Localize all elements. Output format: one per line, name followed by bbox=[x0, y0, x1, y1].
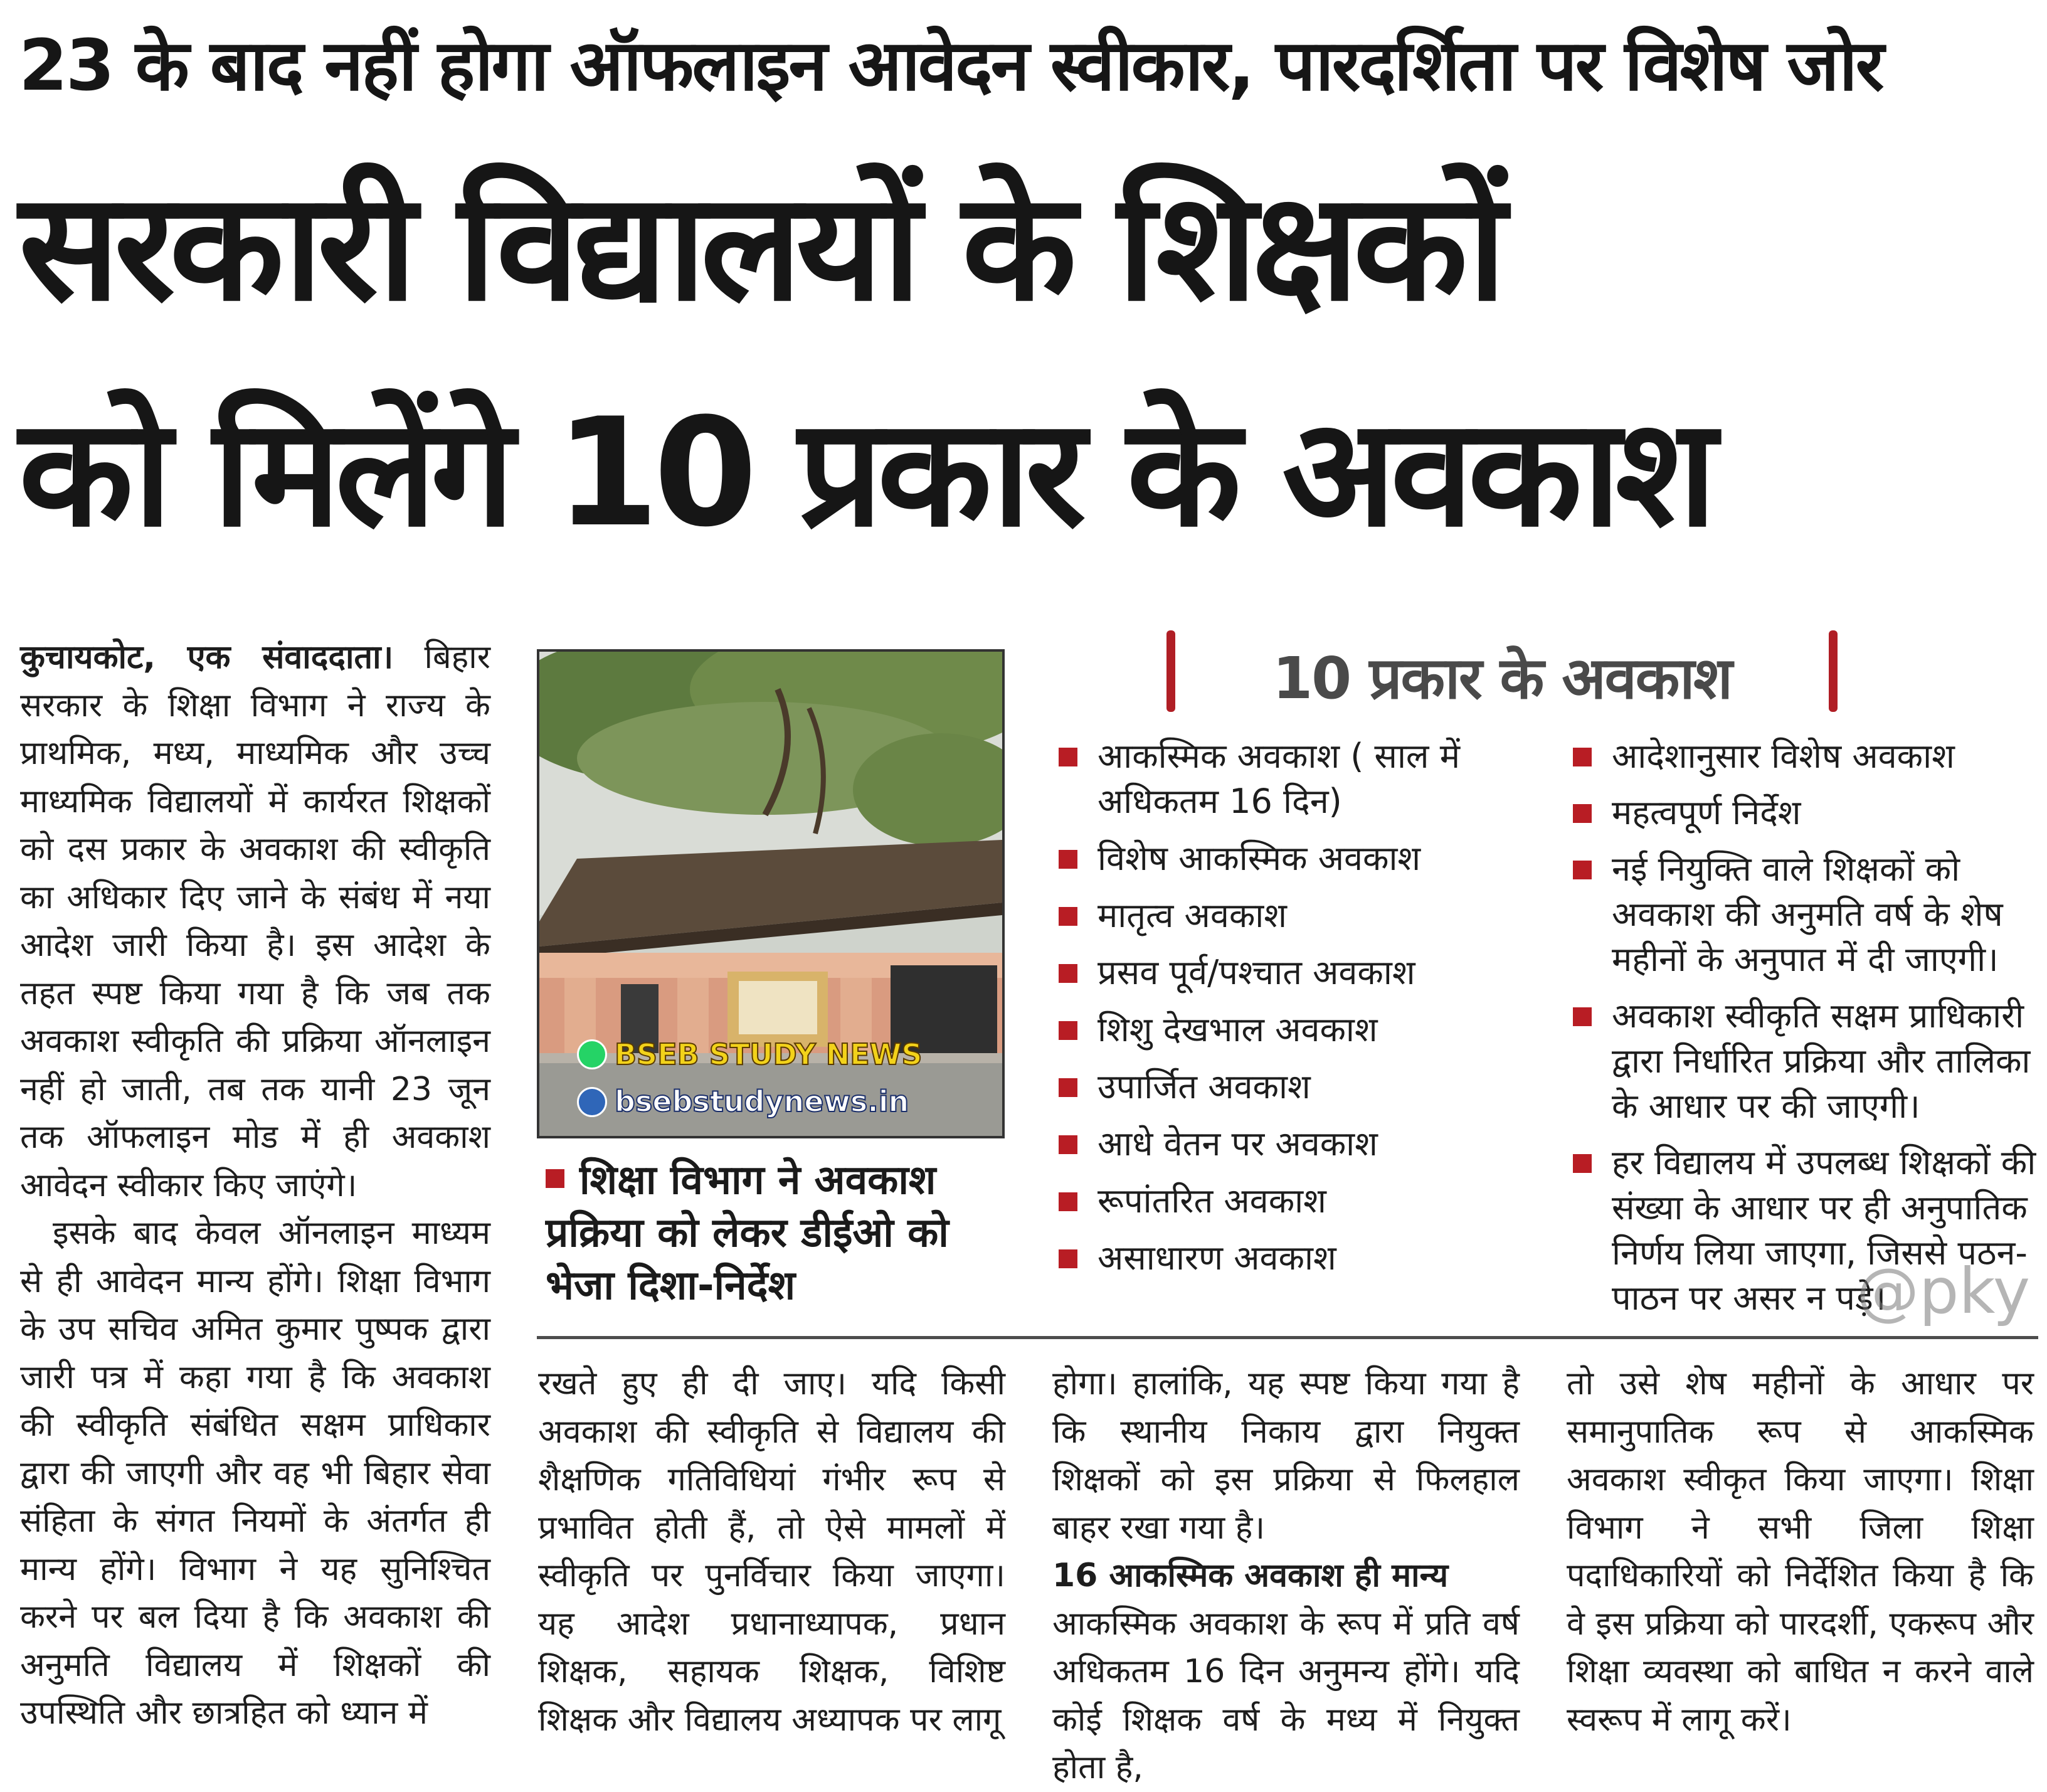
article-column-2: रखते हुए ही दी जाए। यदि किसी अवकाश की स्वीकृति से विद्यालय की शैक्षणिक गतिविधियां गंभीर रूप से प्रभावित होती हैं, तो ऐसे मामलों में स्वीकृति पर पुनर्विचार किया जाएगा। यह आदेश प्रधानाध्यापक, प्रधान शिक्षक, सहायक शिक्षक, विशिष्ट शिक्षक और विद्यालय अध्यापक पर लागू bbox=[538, 1365, 1005, 1739]
article-paragraph-2: इसके बाद केवल ऑनलाइन माध्यम से ही आवेदन मान्य होंगे। शिक्षा विभाग के उप सचिव अमित कुमार पुष्पक द्वारा जारी पत्र में कहा गया है कि अवकाश की स्वीकृति संबंधित सक्षम प्राधिकार द्वारा की जाएगी और वह भी बिहार सेवा संहिता के संगत नियमों के अंतर्गत ही मान्य होंगे। विभाग ने यह सुनिश्चित करने पर बल दिया है कि अवकाश की अनुमति विद्यालय में शिक्षकों की उपस्थिति और छात्रहित को ध्यान में bbox=[20, 1214, 490, 1732]
caption-bullet-icon bbox=[546, 1169, 564, 1188]
corner-watermark: @pky bbox=[1856, 1254, 2031, 1328]
section-divider bbox=[537, 1336, 2038, 1339]
list-item: प्रसव पूर्व/पश्चात अवकाश bbox=[1059, 950, 1560, 995]
leave-box-title: 10 प्रकार के अवकाश bbox=[1272, 645, 1732, 712]
list-item: आदेशानुसार विशेष अवकाश bbox=[1573, 734, 2037, 779]
list-item: अवकाश स्वीकृति सक्षम प्राधिकारी द्वारा निर्धारित प्रक्रिया और तालिका के आधार पर की जाएगी। bbox=[1573, 994, 2037, 1129]
article-column-3 bbox=[1052, 1360, 1520, 1792]
main-headline-line-2: को मिलेंगे 10 प्रकार के अवकाश bbox=[19, 386, 1711, 560]
article-subheading: 16 आकस्मिक अवकाश ही मान्य bbox=[1052, 1557, 1449, 1594]
list-item: रूपांतरित अवकाश bbox=[1059, 1179, 1560, 1224]
kicker-headline: 23 के बाद नहीं होगा ऑफलाइन आवेदन स्वीकार, पारदर्शिता पर विशेष जोर bbox=[19, 25, 1883, 107]
list-item: आधे वेतन पर अवकाश bbox=[1059, 1121, 1560, 1167]
caption-text: शिक्षा विभाग ने अवकाश प्रक्रिया को लेकर डीईओ को भेजा दिशा-निर्देश bbox=[546, 1157, 949, 1309]
article-text: बिहार सरकार के शिक्षा विभाग ने राज्य के प्राथमिक, मध्य, माध्यमिक और उच्च माध्यमिक विद्यालयों में कार्यरत शिक्षकों को दस प्रकार के अवकाश की स्वीकृति का अधिकार दिए जाने के संबंध में नया आदेश जारी किया है। इस आदेश के तहत स्पष्ट किया गया है कि जब तक अवकाश स्वीकृति की प्रक्रिया ऑनलाइन नहीं हो जाती, तब तक यानी 23 जून तक ऑफलाइन मोड में ही अवकाश आवेदन स्वीकार किए जाएंगे। bbox=[20, 639, 490, 1204]
article-column-1 bbox=[20, 634, 490, 1737]
list-item: असाधारण अवकाश bbox=[1059, 1236, 1560, 1281]
news-photo bbox=[537, 649, 1005, 1138]
photo-caption bbox=[546, 1154, 1003, 1312]
list-item: आकस्मिक अवकाश ( साल में अधिकतम 16 दिन) bbox=[1059, 734, 1560, 824]
list-item: महत्वपूर्ण निर्देश bbox=[1573, 790, 2037, 835]
dateline: कुचायकोट, एक संवाददाता। bbox=[20, 639, 394, 676]
list-item: विशेष आकस्मिक अवकाश bbox=[1059, 836, 1560, 881]
list-item: हर विद्यालय में उपलब्ध शिक्षकों की संख्या के आधार पर ही अनुपातिक निर्णय लिया जाएगा, जिससे पठन-पाठन पर असर न पड़े। bbox=[1573, 1140, 2037, 1321]
leave-notes-list bbox=[1573, 734, 2037, 1332]
leave-types-list bbox=[1059, 734, 1560, 1293]
article-paragraph-3: होगा। हालांकि, यह स्पष्ट किया गया है कि स्थानीय निकाय द्वारा नियुक्त शिक्षकों को इस प्रक्रिया से फिलहाल बाहर रखा गया है। bbox=[1052, 1365, 1520, 1547]
list-item: उपार्जित अवकाश bbox=[1059, 1064, 1560, 1110]
list-item: नई नियुक्ति वाले शिक्षकों को अवकाश की अनुमति वर्ष के शेष महीनों के अनुपात में दी जाएगी। bbox=[1573, 847, 2037, 982]
watermark-brand: BSEB STUDY NEWS bbox=[615, 1037, 923, 1071]
leave-box-header bbox=[1166, 630, 1838, 712]
whatsapp-icon bbox=[577, 1039, 607, 1069]
article-paragraph-1 bbox=[20, 634, 490, 1209]
main-headline-line-1: सरकारी विद्यालयों के शिक्षकों bbox=[19, 161, 1501, 334]
article-column-4: तो उसे शेष महीनों के आधार पर समानुपातिक रूप से आकस्मिक अवकाश स्वीकृत किया जाएगा। शिक्षा विभाग ने सभी जिला शिक्षा पदाधिकारियों को निर्देशित किया है कि वे इस प्रक्रिया को पारदर्शी, एकरूप और शिक्षा व्यवस्था को बाधित न करने वाले स्वरूप में लागू करें। bbox=[1567, 1365, 2034, 1739]
search-icon bbox=[577, 1087, 607, 1117]
list-item: शिशु देखभाल अवकाश bbox=[1059, 1007, 1560, 1052]
watermark-url: bsebstudynews.in bbox=[615, 1084, 909, 1118]
article-paragraph-4: आकस्मिक अवकाश के रूप में प्रति वर्ष अधिकतम 16 दिन अनुमन्य होंगे। यदि कोई शिक्षक वर्ष के मध्य में नियुक्त होता है, bbox=[1052, 1604, 1520, 1786]
right-bracket-icon bbox=[1829, 630, 1838, 712]
list-item: मातृत्व अवकाश bbox=[1059, 893, 1560, 938]
